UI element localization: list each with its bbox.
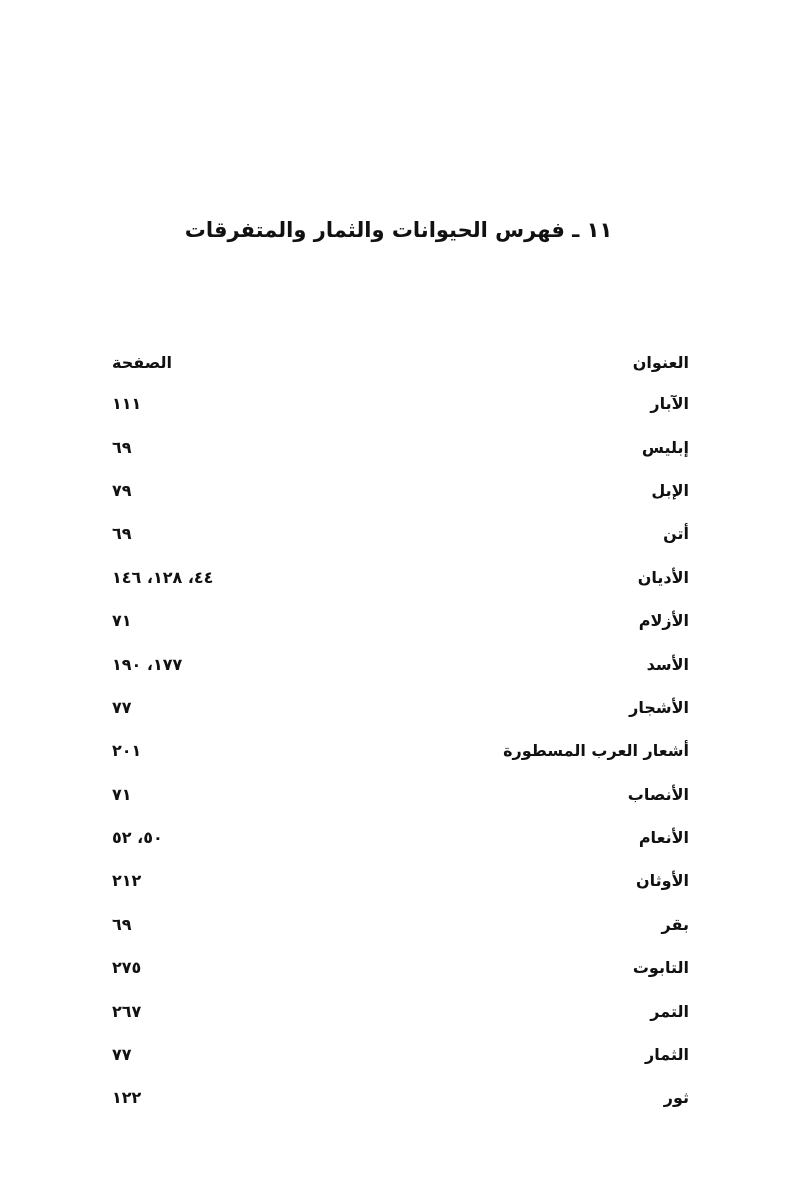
entry-title: أتن <box>663 524 689 544</box>
entry-title: الأسد <box>646 654 689 674</box>
index-entry <box>112 1033 689 1076</box>
entry-pages: ٦٩ <box>112 914 132 934</box>
index-entry <box>112 1076 689 1119</box>
entry-title: الأديان <box>637 567 689 587</box>
entry-pages: ٧١ <box>112 611 132 631</box>
entry-pages: ٧١ <box>112 784 132 804</box>
entry-title: الأشجار <box>629 697 689 717</box>
index-header-row <box>112 342 689 382</box>
entry-title: بقر <box>661 914 689 934</box>
index-entry <box>112 946 689 989</box>
entry-title: الآبار <box>650 394 689 414</box>
entry-pages: ٦٩ <box>112 437 132 457</box>
entry-title: أشعار العرب المسطورة <box>503 741 689 761</box>
entry-pages: ٧٧ <box>112 697 132 717</box>
entry-pages: ٦٩ <box>112 524 132 544</box>
page-title: ١١ ـ فهرس الحيوانات والثمار والمتفرقات <box>184 218 613 242</box>
index-entry <box>112 859 689 902</box>
entry-pages: ١١١ <box>112 394 142 414</box>
entry-pages: ٢٧٥ <box>112 958 142 978</box>
entry-pages: ١٧٧، ١٩٠ <box>112 654 183 674</box>
index-entry <box>112 989 689 1032</box>
index-entry <box>112 382 689 425</box>
entry-title: الأنصاب <box>627 784 689 804</box>
index-entry <box>112 729 689 772</box>
page-column-header: الصفحة <box>112 352 173 372</box>
index-entry <box>112 816 689 859</box>
index-entry <box>112 556 689 599</box>
index-entry <box>112 642 689 685</box>
index-entry <box>112 686 689 729</box>
entry-pages: ٤٤، ١٢٨، ١٤٦ <box>112 567 214 587</box>
entry-title: الأنعام <box>638 828 689 848</box>
entry-pages: ٧٩ <box>112 480 132 500</box>
index-table <box>112 342 689 1120</box>
entry-title: إبليس <box>641 437 689 457</box>
entry-pages: ٢١٢ <box>112 871 142 891</box>
entry-title: الأوثان <box>635 871 689 891</box>
entry-pages: ١٢٢ <box>112 1088 142 1108</box>
index-entry <box>112 512 689 555</box>
index-entry <box>112 425 689 468</box>
entry-pages: ٥٠، ٥٢ <box>112 828 163 848</box>
index-entry <box>112 773 689 816</box>
entry-title: التمر <box>650 1001 689 1021</box>
entry-title: الثمار <box>645 1045 689 1065</box>
index-entry <box>112 469 689 512</box>
index-entry <box>112 599 689 642</box>
entry-title: الإبل <box>651 480 689 500</box>
entry-title: الأزلام <box>638 611 689 631</box>
title-column-header: العنوان <box>632 352 689 372</box>
entry-title: التابوت <box>632 958 689 978</box>
entry-pages: ٧٧ <box>112 1045 132 1065</box>
entry-title: ثور <box>663 1088 689 1108</box>
entry-pages: ٢٦٧ <box>112 1001 142 1021</box>
entry-pages: ٢٠١ <box>112 741 142 761</box>
index-entry <box>112 903 689 946</box>
